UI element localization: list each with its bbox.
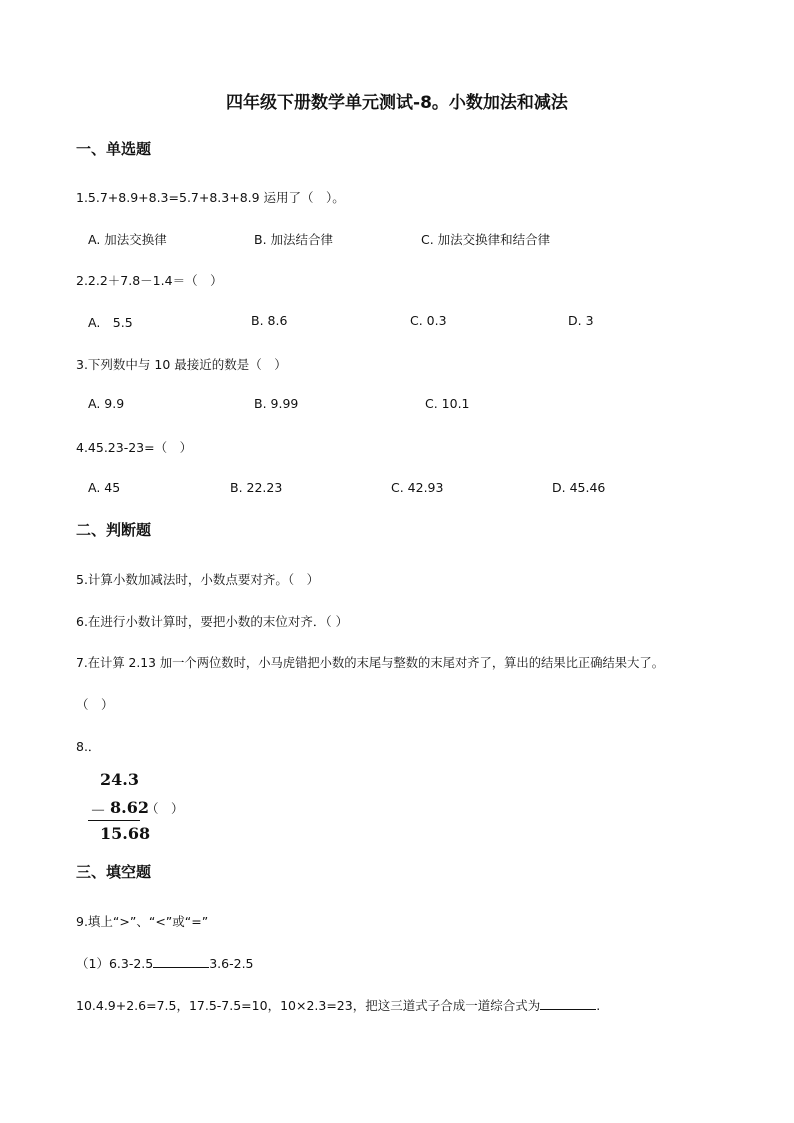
question-7-line-2: （ ） <box>76 697 114 712</box>
question-9-part-1 <box>76 954 254 972</box>
question-1: 1.5.7+8.9+8.3=5.7+8.3+8.9 运用了（ ）。 <box>76 190 345 205</box>
question-10 <box>76 996 600 1014</box>
vertical-calc-subtrahend: 8.62 <box>110 798 149 817</box>
section-heading-true-false: 二、判断题 <box>76 521 152 539</box>
vertical-calc-minus-sign: － <box>90 801 107 820</box>
vertical-calc-result: 15.68 <box>100 824 151 843</box>
question-2-option-b: B. 8.6 <box>251 313 288 328</box>
question-4-option-d: D. 45.46 <box>552 480 606 495</box>
question-8-label: 8.． <box>76 739 101 754</box>
question-3-option-a: A. 9.9 <box>88 396 125 411</box>
vertical-calc-minuend: 24.3 <box>100 770 139 789</box>
question-2-option-d: D. 3 <box>568 313 594 328</box>
section-heading-fill-blank: 三、填空题 <box>76 863 152 881</box>
question-3-option-b: B. 9.99 <box>254 396 299 411</box>
question-9-part-1-right: 3.6-2.5 <box>209 956 254 971</box>
question-10-tail: . <box>596 998 601 1013</box>
question-2-option-c: C. 0.3 <box>410 313 447 328</box>
question-2: 2.2.2＋7.8－1.4＝（ ） <box>76 273 223 288</box>
question-3: 3.下列数中与 10 最接近的数是（ ） <box>76 357 287 372</box>
question-4: 4.45.23-23=（ ） <box>76 440 193 455</box>
answer-blank[interactable] <box>153 955 209 968</box>
question-4-option-b: B. 22.23 <box>230 480 283 495</box>
question-4-option-a: A. 45 <box>88 480 121 495</box>
page-title: 四年级下册数学单元测试-8。小数加法和减法 <box>226 93 568 113</box>
question-4-option-c: C. 42.93 <box>391 480 444 495</box>
section-heading-single-choice: 一、单选题 <box>76 140 152 158</box>
question-3-option-c: C. 10.1 <box>425 396 470 411</box>
question-7-line-1: 7.在计算 2.13 加一个两位数时，小马虎错把小数的末尾与整数的末尾对齐了，算出的结果比正确结果大了。 <box>76 656 664 670</box>
vertical-calc-rule <box>88 820 140 821</box>
question-5: 5.计算小数加减法时，小数点要对齐。（ ） <box>76 572 320 587</box>
question-1-option-a: A. 加法交换律 <box>88 232 167 247</box>
question-10-text: 10.4.9+2.6=7.5，17.5-7.5=10，10×2.3=23，把这三道式子合成一道综合式为 <box>76 998 541 1013</box>
question-9: 9.填上“>”、“<”或“=” <box>76 914 209 929</box>
question-2-option-a: A. 5.5 <box>88 315 133 330</box>
question-9-part-1-left: （1）6.3-2.5 <box>76 956 154 971</box>
question-6: 6.在进行小数计算时，要把小数的末位对齐．（ ） <box>76 614 349 629</box>
question-1-option-b: B. 加法结合律 <box>254 232 334 247</box>
question-1-option-c: C. 加法交换律和结合律 <box>421 232 551 247</box>
question-8-answer-paren: （ ） <box>146 801 184 816</box>
answer-blank[interactable] <box>540 997 596 1010</box>
